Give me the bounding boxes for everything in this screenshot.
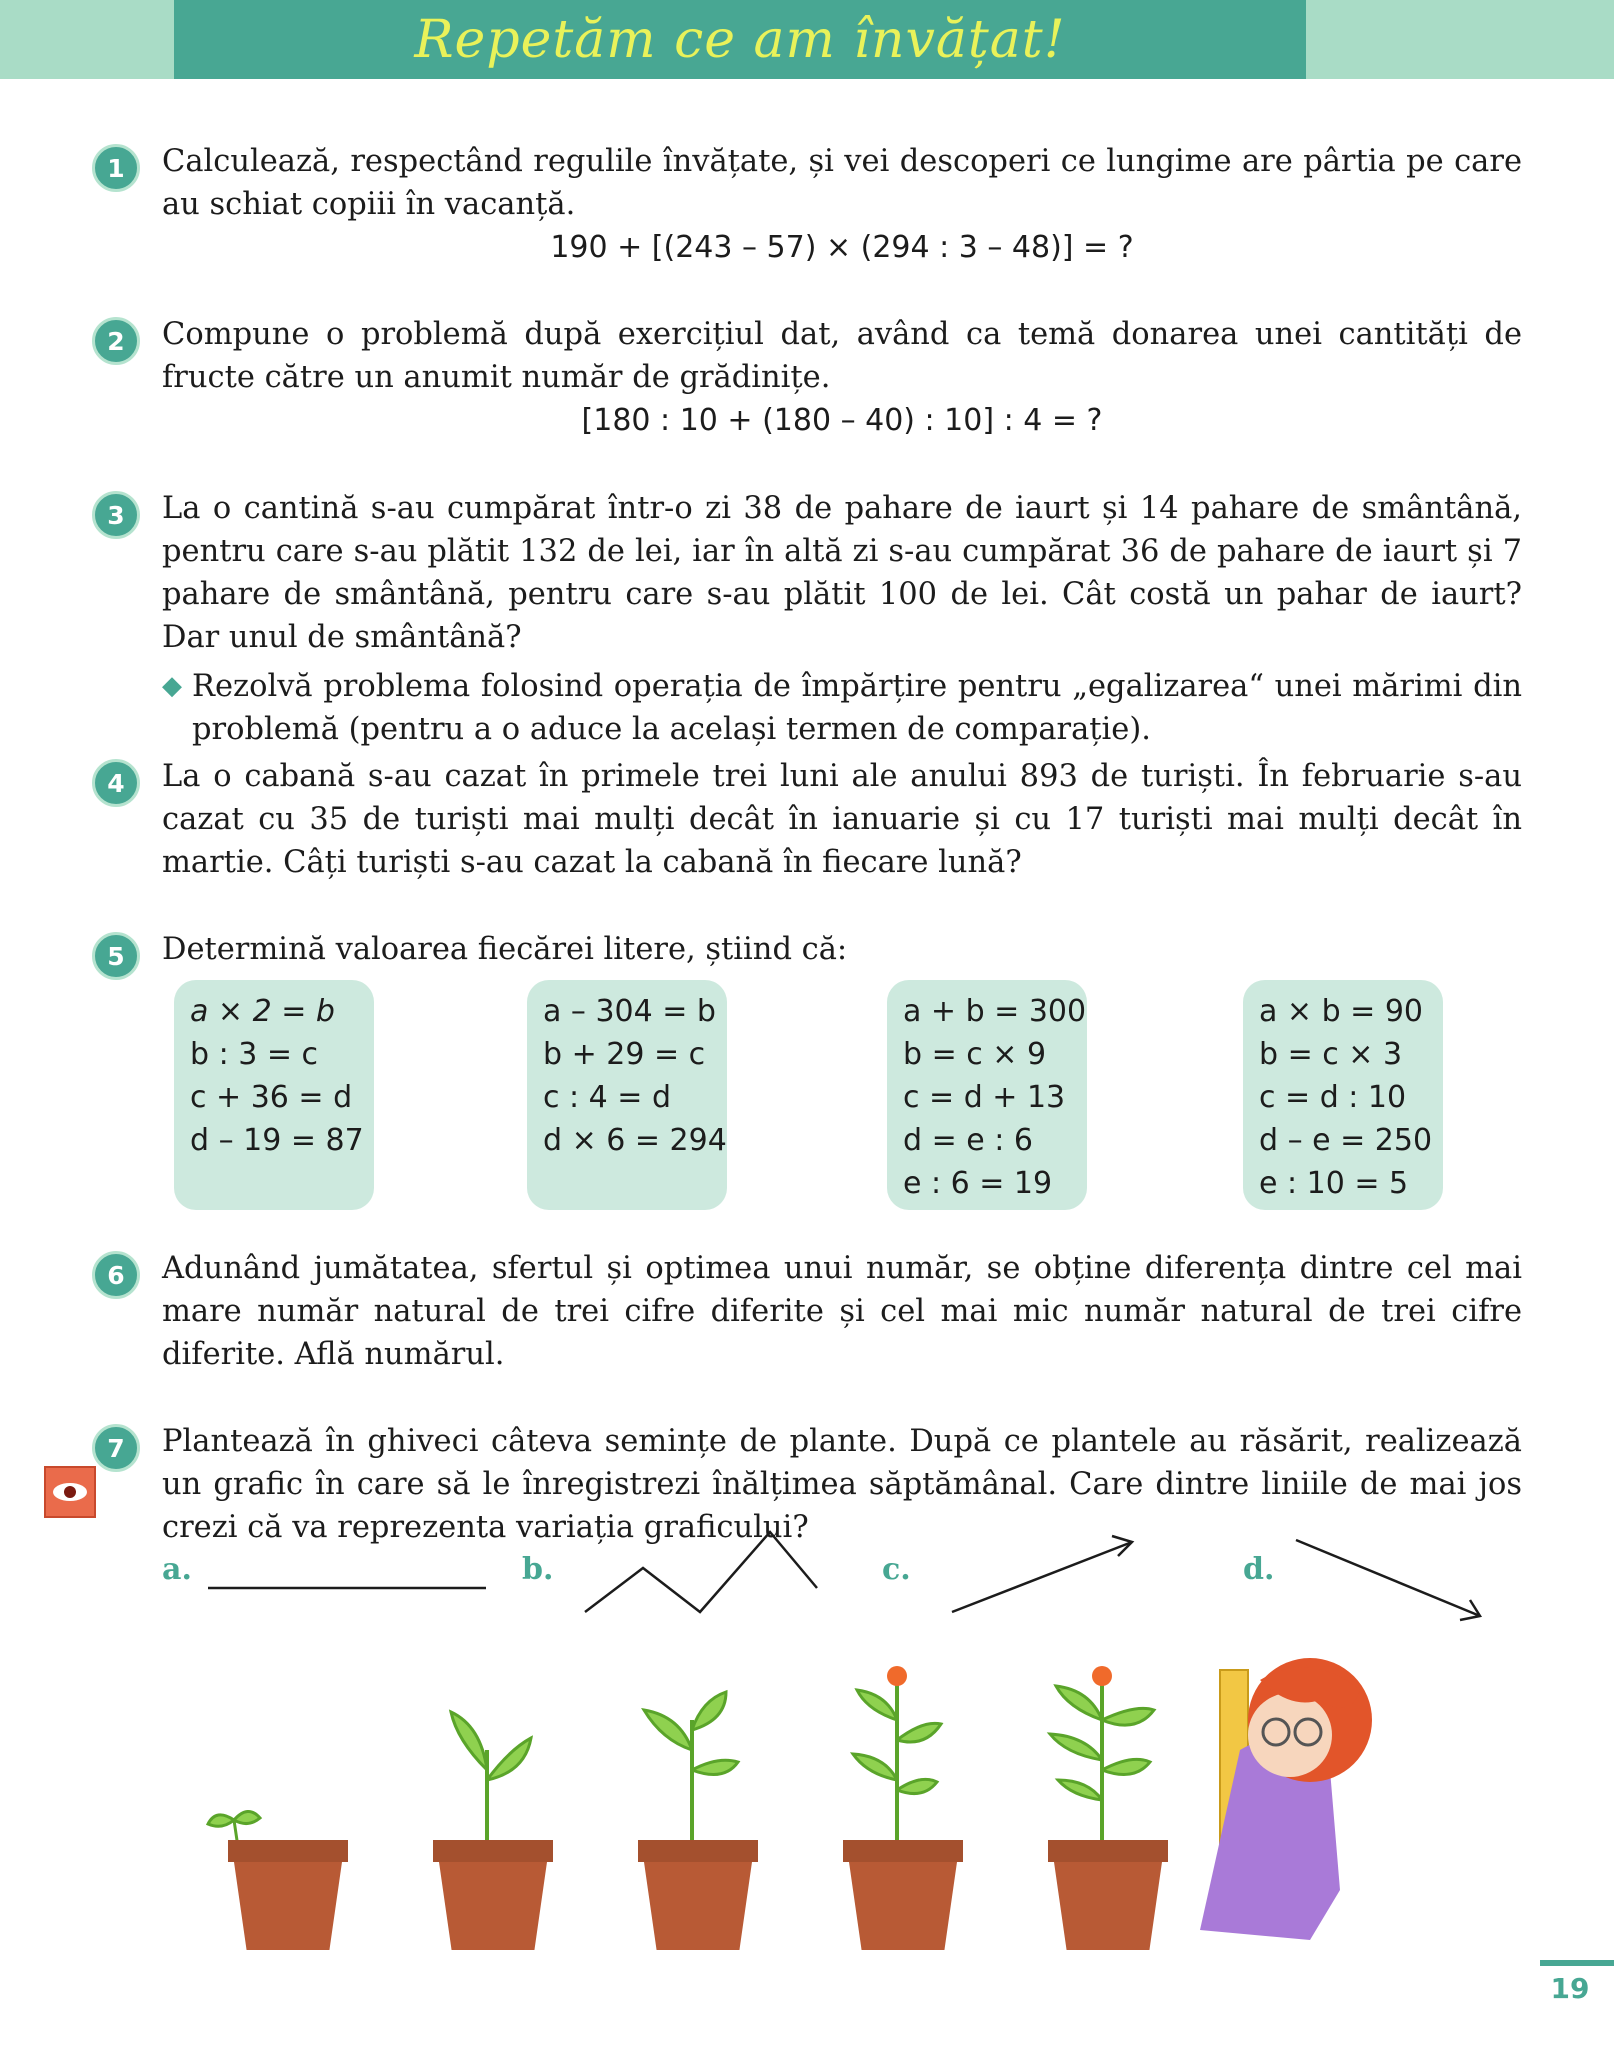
equation-line: d – 19 = 87 [190, 1123, 364, 1158]
equation-line: b + 29 = c [543, 1037, 706, 1072]
plant-pot-3 [638, 1692, 758, 1950]
equation-line: a + b = 300 [903, 994, 1087, 1029]
equation-box-1 [174, 980, 374, 1210]
exercise-number-badge: 6 [92, 1251, 140, 1299]
option-b-label: b. [522, 1552, 554, 1587]
exercise-4 [92, 755, 1522, 884]
page-title: Repetăm ce am învățat! [414, 9, 1066, 70]
equation-line: a – 304 = b [543, 994, 716, 1029]
plant-pot-1 [208, 1811, 348, 1950]
exercise-1 [92, 140, 1522, 269]
exercise-text: Determină valoarea fiecărei litere, știind că: [162, 932, 848, 967]
option-a-label: a. [162, 1552, 192, 1587]
equation-box-2 [527, 980, 727, 1210]
exercise-number-badge: 2 [92, 317, 140, 365]
diamond-bullet-icon: ◆ [162, 671, 182, 701]
girl-with-ruler [1200, 1658, 1372, 1940]
exercise-formula: [180 : 10 + (180 – 40) : 10] : 4 = ? [581, 403, 1103, 438]
equation-line: c + 36 = d [190, 1080, 353, 1115]
equation-line: c : 4 = d [543, 1080, 672, 1115]
equation-line: d – e = 250 [1259, 1123, 1433, 1158]
graph-options-lines [0, 1520, 1614, 1630]
equation-line: c = d : 10 [1259, 1080, 1407, 1115]
equation-box-3 [887, 980, 1087, 1210]
hint-text: Rezolvă problema folosind operația de împărțire pentru „egalizarea“ unei mărimi din problemă (pentru a o aduce la același termen de comparație). [192, 669, 1522, 747]
exercise-text: La o cantină s-au cumpărat într-o zi 38 de pahare de iaurt și 14 pahare de smântână, pentru care s-au plătit 132 de lei, iar în altă zi s-au cumpărat 36 de pahare de iaurt și 7 pahare de smântână, pentru care s-au plătit 100 de lei. Cât costă un pahar de iaurt? Dar unul de smântână? [162, 491, 1522, 655]
exercise-6 [92, 1247, 1522, 1376]
exercise-5 [92, 928, 1522, 971]
equation-line: a × b = 90 [1259, 994, 1424, 1029]
equation-line: b = c × 9 [903, 1037, 1047, 1072]
page-number: 19 [1550, 1972, 1590, 2005]
exercise-3 [92, 487, 1522, 751]
exercise-2 [92, 313, 1522, 442]
exercise-number-badge: 3 [92, 491, 140, 539]
exercise-text: Plantează în ghiveci câteva semințe de plante. După ce plantele au răsărit, realizează un grafic în care să le înregistrezi înălțimea săptămânal. Care dintre liniile de mai jos crezi că va reprezenta variația graficului? [162, 1424, 1522, 1545]
plant-pot-4 [843, 1666, 963, 1950]
exercise-number-badge: 7 [92, 1424, 140, 1472]
option-b-zigzag-line [585, 1532, 817, 1612]
header-banner [174, 0, 1306, 79]
equation-line: a × 2 = b [190, 994, 335, 1029]
plants-illustration [200, 1640, 1500, 1950]
option-c-rising-arrow [952, 1542, 1132, 1612]
equation-line: c = d + 13 [903, 1080, 1066, 1115]
equation-line: d = e : 6 [903, 1123, 1033, 1158]
equation-line: d × 6 = 294 [543, 1123, 727, 1158]
exercise-text: Adunând jumătatea, sfertul și optimea unui număr, se obține diferența dintre cel mai mare număr natural de trei cifre diferite și cel mai mic număr natural de trei cifre diferite. Află numărul. [162, 1251, 1522, 1372]
option-d-label: d. [1243, 1552, 1275, 1587]
equation-line: e : 6 = 19 [903, 1166, 1053, 1201]
option-c-label: c. [882, 1552, 911, 1587]
equation-line: b = c × 3 [1259, 1037, 1403, 1072]
exercise-text: La o cabană s-au cazat în primele trei luni ale anului 893 de turiști. În februarie s-au cazat cu 35 de turiști mai mulți decât în ianuarie și cu 17 turiști mai mulți decât în martie. Câți turiști s-au cazat la cabană în fiecare lună? [162, 759, 1522, 880]
equation-line: b : 3 = c [190, 1037, 319, 1072]
exercise-formula: 190 + [(243 – 57) × (294 : 3 – 48)] = ? [550, 230, 1134, 265]
option-d-falling-arrow [1296, 1540, 1480, 1616]
hint-bullet [162, 665, 1522, 751]
exercise-number-badge: 4 [92, 759, 140, 807]
equation-box-4 [1243, 980, 1443, 1210]
eye-icon [44, 1466, 96, 1518]
page-number-rule [1540, 1960, 1614, 1966]
exercise-text: Calculează, respectând regulile învățate, și vei descoperi ce lungime are pârtia pe care au schiat copiii în vacanță. [162, 144, 1522, 222]
exercise-text: Compune o problemă după exercițiul dat, având ca temă donarea unei cantități de fructe către un anumit număr de grădinițe. [162, 317, 1522, 395]
plant-pot-5 [1048, 1666, 1168, 1950]
exercise-number-badge: 5 [92, 932, 140, 980]
plant-pot-2 [433, 1712, 553, 1950]
exercise-number-badge: 1 [92, 144, 140, 192]
equation-line: e : 10 = 5 [1259, 1166, 1409, 1201]
